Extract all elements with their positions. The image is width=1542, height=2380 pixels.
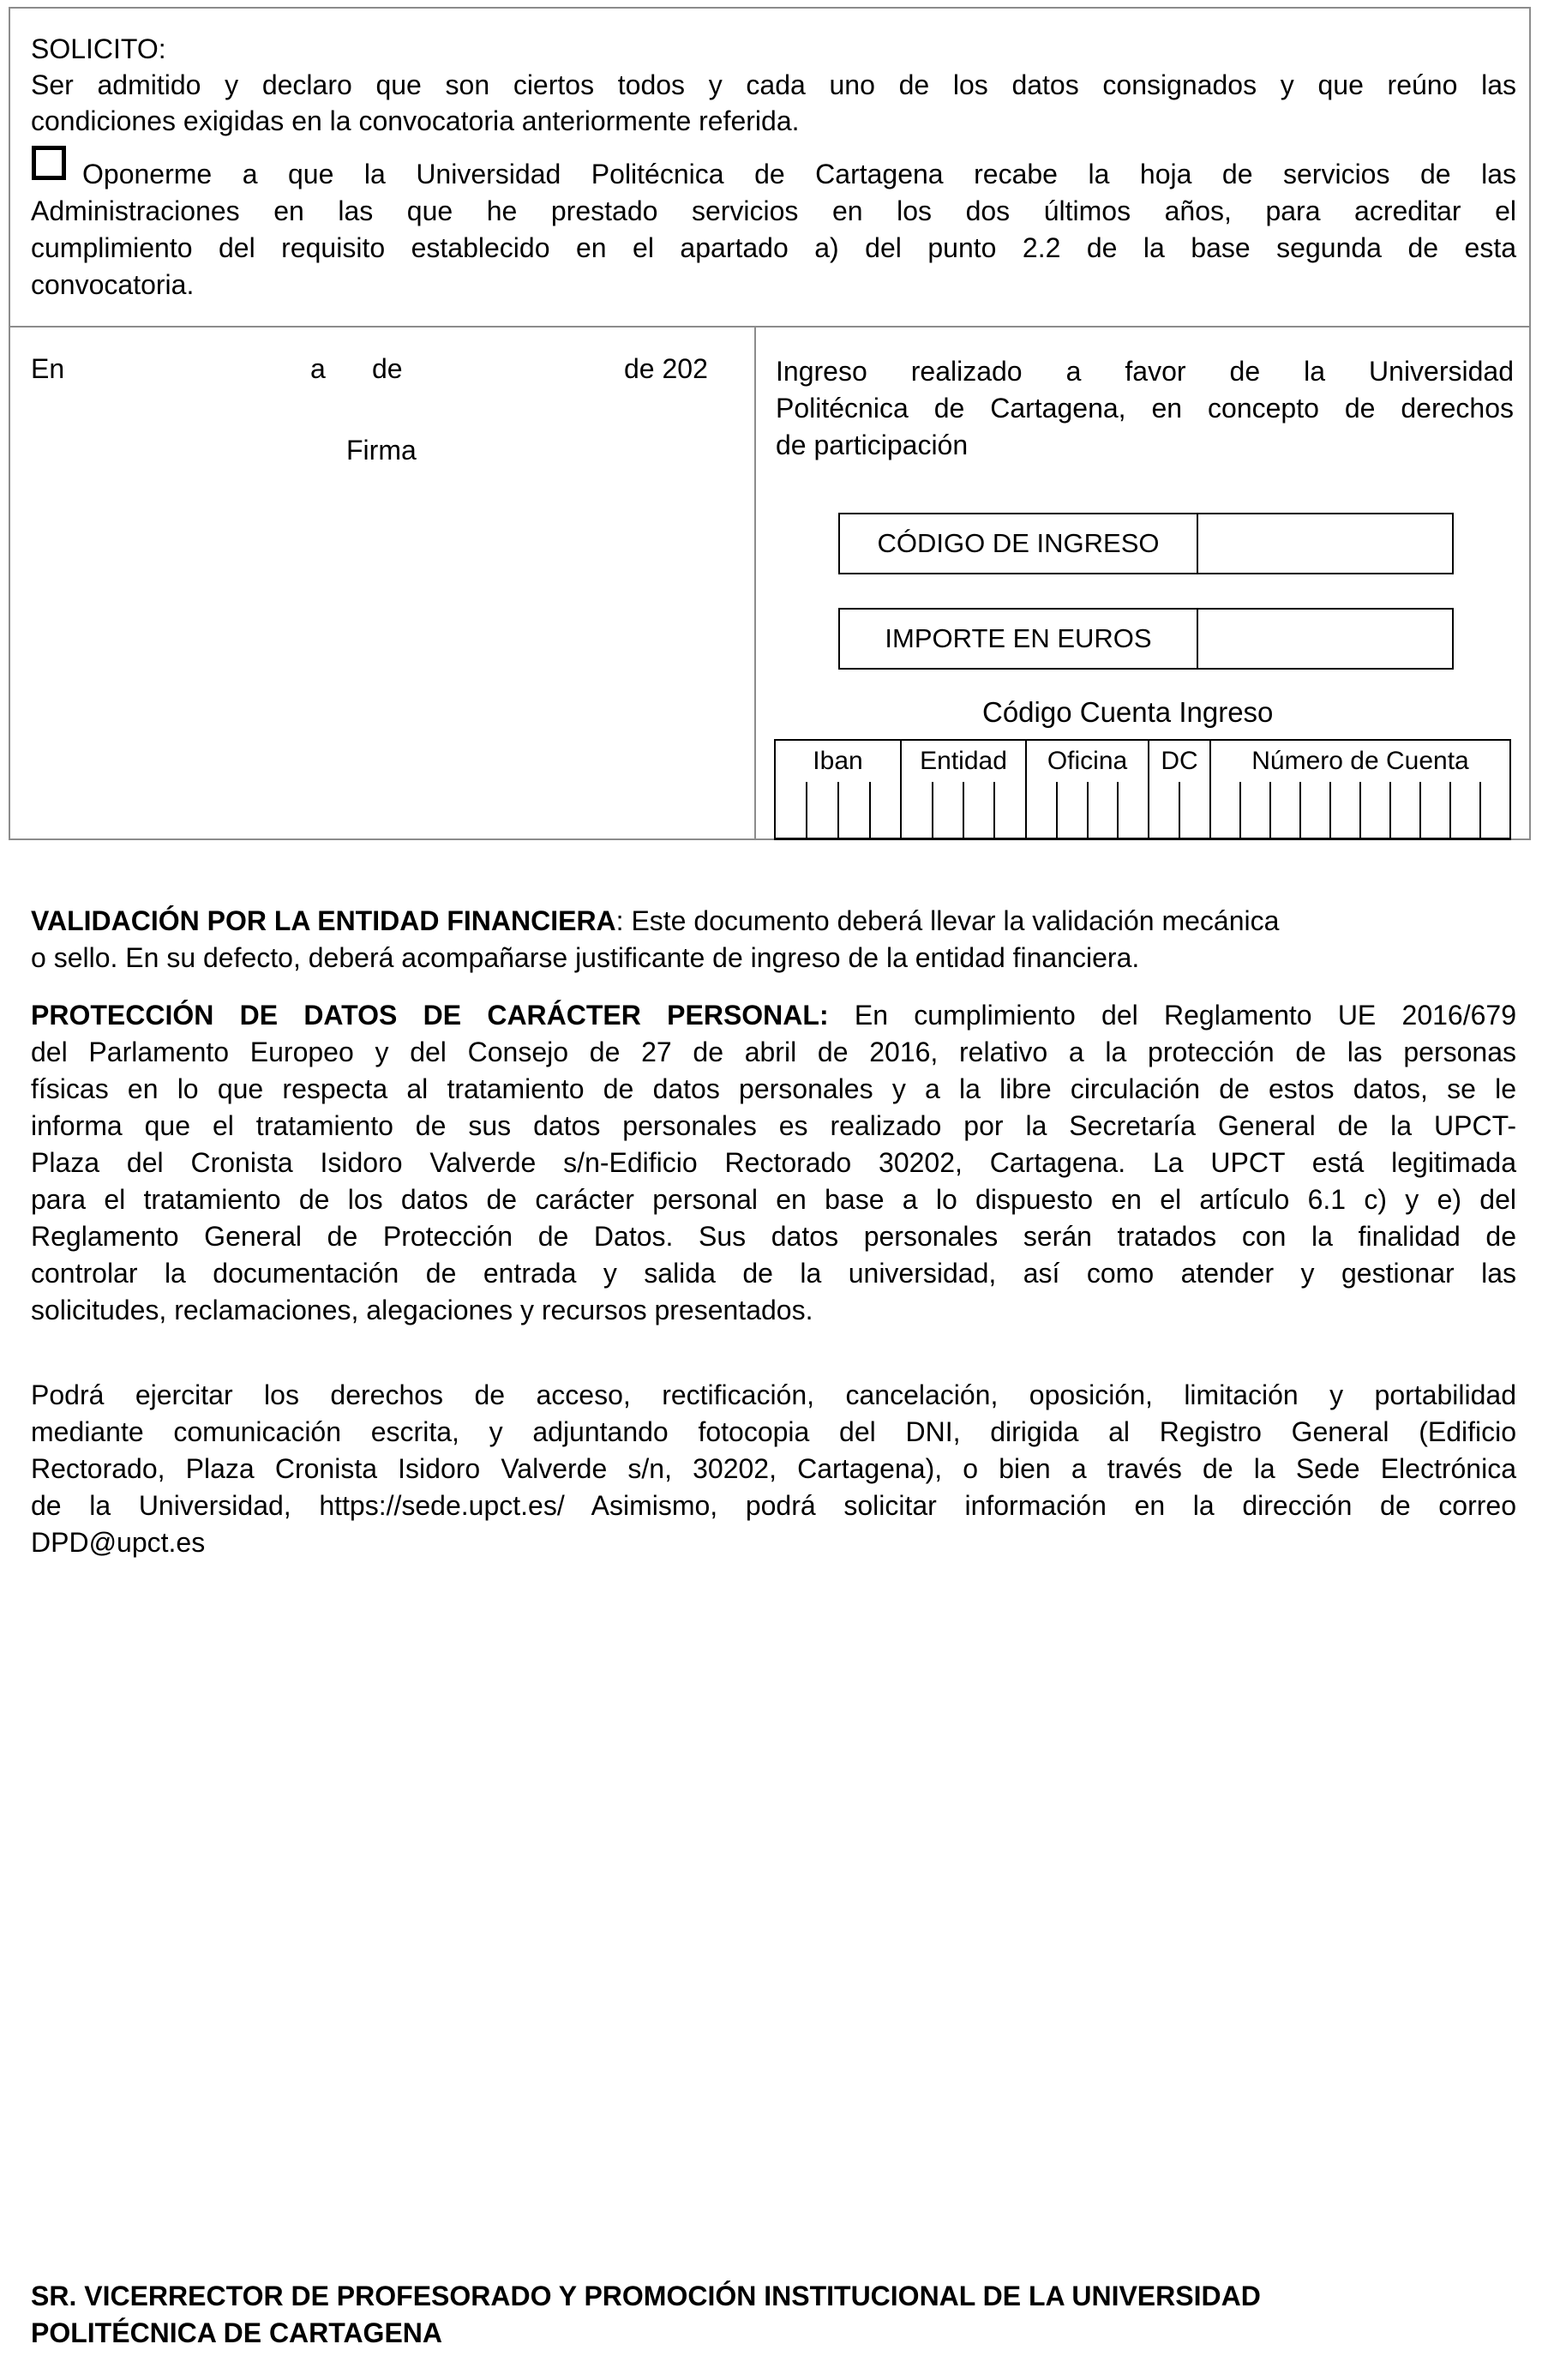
signature-label: Firma (346, 435, 417, 466)
data-protection-line: controlar la documentación de entrada y salida de la universidad, así como atender y gestionar las (31, 1258, 1516, 1289)
digit-separator (932, 782, 933, 840)
data-protection-line: solicitudes, reclamaciones, alegaciones y recursos presentados. (31, 1295, 813, 1325)
declaration-line: condiciones exigidas en la convocatoria anteriormente referida. (31, 105, 800, 136)
digit-separator (1025, 782, 1027, 840)
digit-separator (1117, 782, 1119, 840)
data-protection-text: En cumplimiento del Reglamento UE 2016/679 (828, 1000, 1517, 1031)
payment-intro-line: Politécnica de Cartagena, en concepto de derechos (776, 393, 1514, 424)
digit-separator (1449, 782, 1451, 840)
opposition-line: cumplimiento del requisito establecido en el apartado a) del punto 2.2 de la base segunda de esta (31, 232, 1516, 263)
ccc-col-entidad: Entidad (902, 741, 1027, 782)
digit-separator (1056, 782, 1058, 840)
codigo-ingreso-box (838, 513, 1454, 574)
digit-separator (1179, 782, 1180, 840)
digit-separator (1479, 782, 1481, 840)
data-protection-line: Reglamento General de Protección de Datos. Sus datos personales serán tratados con la finalidad de (31, 1221, 1516, 1252)
rights-line: DPD@upct.es (31, 1527, 206, 1558)
addressee-line: POLITÉCNICA DE CARTAGENA (31, 2317, 442, 2348)
rights-line: de la Universidad, https://sede.upct.es/ Asimismo, podrá solicitar información en la dirección de correo (31, 1490, 1516, 1521)
month-label: de (372, 353, 403, 384)
validation-heading: VALIDACIÓN POR LA ENTIDAD FINANCIERA (31, 905, 616, 936)
opposition-line: convocatoria. (31, 269, 195, 300)
digit-separator (837, 782, 839, 840)
column-divider (754, 326, 756, 840)
addressee-line: SR. VICERRECTOR DE PROFESORADO Y PROMOCIÓN INSTITUCIONAL DE LA UNIVERSIDAD (31, 2281, 1261, 2311)
payment-intro-line: de participación (776, 430, 969, 460)
year-label: de 202 (624, 353, 708, 384)
ccc-title: Código Cuenta Ingreso (982, 696, 1274, 728)
digit-separator (1209, 782, 1211, 840)
ccc-col-dc: DC (1149, 741, 1211, 782)
day-label: a (310, 353, 326, 384)
opposition-line: Administraciones en las que he prestado servicios en los dos últimos años, para acreditar el (31, 195, 1516, 226)
digit-separator (1239, 782, 1241, 840)
digit-separator (1359, 782, 1361, 840)
importe-box (838, 608, 1454, 670)
digit-separator (1148, 782, 1149, 840)
importe-field[interactable] (1198, 610, 1452, 668)
ccc-col-numero: Número de Cuenta (1251, 747, 1469, 775)
rights-line: Rectorado, Plaza Cronista Isidoro Valverde s/n, 30202, Cartagena), o bien a través de la Sede Electrónica (31, 1453, 1516, 1484)
digit-separator (1329, 782, 1331, 840)
opposition-line: Oponerme a que la Universidad Politécnica de Cartagena recabe la hoja de servicios de las (82, 159, 1516, 189)
digit-separator (1389, 782, 1391, 840)
rights-line: mediante comunicación escrita, y adjuntando fotocopia del DNI, dirigida al Registro General (Edificio (31, 1416, 1516, 1447)
digit-separator (1419, 782, 1421, 840)
digit-separator (806, 782, 807, 840)
data-protection-line: físicas en lo que respecta al tratamiento de datos personales y a la libre circulación de estos datos, se le (31, 1073, 1516, 1104)
codigo-ingreso-label: CÓDIGO DE INGRESO (877, 528, 1160, 558)
codigo-ingreso-field[interactable] (1198, 514, 1452, 573)
digit-separator (1509, 782, 1511, 840)
digit-separator (869, 782, 871, 840)
digit-separator (1299, 782, 1301, 840)
ccc-col-oficina: Oficina (1027, 741, 1149, 782)
declaration-line: Ser admitido y declaro que son ciertos todos y cada uno de los datos consignados y que reúno las (31, 69, 1516, 100)
data-protection-line: del Parlamento Europeo y del Consejo de 27 de abril de 2016, relativo a la protección de las personas (31, 1037, 1516, 1067)
data-protection-line: para el tratamiento de los datos de carácter personal en base a lo dispuesto en el artículo 6.1 c) y e) del (31, 1184, 1516, 1215)
data-protection-line (31, 997, 1516, 1034)
data-protection-line: Plaza del Cronista Isidoro Valverde s/n-Edificio Rectorado 30202, Cartagena. La UPCT está legitimada (31, 1147, 1516, 1178)
digit-separator (1269, 782, 1271, 840)
digit-separator (993, 782, 995, 840)
ccc-col-iban: Iban (776, 741, 902, 782)
ccc-header (774, 739, 1511, 782)
rights-line: Podrá ejercitar los derechos de acceso, rectificación, cancelación, oposición, limitación y portabilidad (31, 1379, 1516, 1410)
oppose-checkbox[interactable] (32, 146, 66, 180)
digit-separator (963, 782, 964, 840)
digit-separator (900, 782, 902, 840)
ccc-digit-cells[interactable] (774, 782, 1511, 840)
validation-text: : Este documento deberá llevar la validación mecánica (615, 905, 1280, 936)
digit-separator (774, 782, 776, 840)
validation-line: o sello. En su defecto, deberá acompañarse justificante de ingreso de la entidad financiera. (31, 942, 1140, 973)
validation-line (31, 903, 1279, 940)
solicito-heading: SOLICITO: (31, 33, 166, 64)
importe-label: IMPORTE EN EUROS (885, 623, 1152, 653)
payment-intro-line: Ingreso realizado a favor de la Universidad (776, 356, 1514, 387)
section-divider (9, 326, 1531, 328)
place-label: En (31, 353, 65, 384)
data-protection-line: informa que el tratamiento de sus datos personales es realizado por la Secretaría General de la UPCT- (31, 1110, 1516, 1141)
digit-separator (1087, 782, 1089, 840)
data-protection-heading: PROTECCIÓN DE DATOS DE CARÁCTER PERSONAL: (31, 1000, 829, 1031)
